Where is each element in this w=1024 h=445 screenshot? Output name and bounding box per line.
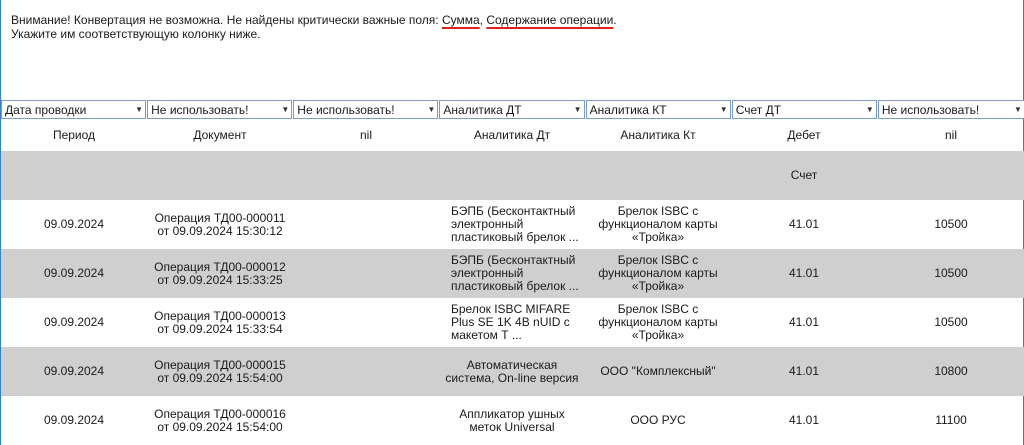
table-cell-debit: 41.01 bbox=[788, 413, 820, 427]
table-cell-document: Операция ТД00-000013 от 09.09.2024 15:33:54 bbox=[154, 308, 286, 336]
table-cell-nil: 11100 bbox=[935, 413, 967, 427]
table-cell-analytics-kt: Брелок ISBC с функционалом карты «Тройка» bbox=[598, 204, 718, 244]
table-cell-document: Операция ТД00-000011 от 09.09.2024 15:30:12 bbox=[154, 210, 286, 238]
column-mapping-bar bbox=[1, 100, 1024, 119]
chevron-down-icon: ▼ bbox=[1014, 105, 1022, 114]
table-cell-analytics-kt: ООО РУС bbox=[630, 413, 686, 427]
chevron-down-icon: ▼ bbox=[281, 105, 290, 114]
table-subheader-row bbox=[1, 151, 1024, 200]
mapping-select-4[interactable]: Аналитика ДТ ▼ bbox=[439, 100, 584, 119]
warning-line-2: Укажите им соответствующую колонку ниже. bbox=[11, 27, 261, 41]
chevron-down-icon: ▼ bbox=[427, 105, 436, 114]
column-header: Аналитика Кт bbox=[620, 128, 696, 142]
table-cell-document: Операция ТД00-000015 от 09.09.2024 15:54:00 bbox=[154, 357, 286, 385]
table-header-row bbox=[1, 120, 1024, 151]
table-cell-analytics-kt: ООО "Комплексный" bbox=[600, 364, 716, 378]
chevron-down-icon: ▼ bbox=[719, 105, 728, 114]
table-row[interactable] bbox=[1, 200, 1024, 249]
mapping-select-6[interactable]: Счет ДТ ▼ bbox=[732, 100, 877, 119]
table-cell-period: 09.09.2024 bbox=[43, 364, 105, 378]
mapping-select-5[interactable]: Аналитика КТ ▼ bbox=[586, 100, 731, 119]
table-cell-analytics-dt: Автоматическая система, On-line версия bbox=[445, 357, 579, 385]
table-cell: Счет bbox=[790, 168, 818, 182]
table-cell-analytics-dt: БЭПБ (Бесконтактный электронный пластиковый брелок ... bbox=[451, 204, 579, 244]
table-row[interactable] bbox=[1, 298, 1024, 347]
table-cell-debit: 41.01 bbox=[788, 266, 820, 280]
table-row[interactable] bbox=[1, 249, 1024, 298]
column-header: nil bbox=[359, 128, 372, 142]
column-header: Аналитика Дт bbox=[473, 128, 551, 142]
table-cell-analytics-kt: Брелок ISBC с функционалом карты «Тройка» bbox=[598, 253, 718, 293]
column-header: nil bbox=[944, 128, 957, 142]
table-cell-nil: 10500 bbox=[934, 217, 968, 231]
chevron-down-icon: ▼ bbox=[135, 105, 144, 114]
column-header: Дебет bbox=[787, 128, 821, 142]
table-cell-nil: 10500 bbox=[934, 315, 968, 329]
table-cell-period: 09.09.2024 bbox=[43, 315, 105, 329]
mapping-select-3[interactable]: Не использовать! ▼ bbox=[293, 100, 438, 119]
table-row[interactable] bbox=[1, 396, 1024, 445]
table-row[interactable] bbox=[1, 347, 1024, 396]
table-cell-analytics-kt: Брелок ISBC с функционалом карты «Тройка» bbox=[598, 302, 718, 342]
chevron-down-icon: ▼ bbox=[865, 105, 874, 114]
mapping-select-1[interactable]: Дата проводки ▼ bbox=[1, 100, 146, 119]
preview-table bbox=[1, 120, 1024, 445]
table-cell-analytics-dt: БЭПБ (Бесконтактный электронный пластиковый брелок ... bbox=[451, 253, 579, 293]
mapping-select-7[interactable]: Не использовать! ▼ bbox=[878, 100, 1024, 119]
table-cell-analytics-dt: Брелок ISBC MIFARE Plus SE 1K 4B nUID с макетом Т ... bbox=[451, 302, 571, 342]
table-cell-analytics-dt: Аппликатор ушных меток Universal bbox=[459, 406, 565, 434]
missing-field-operation-content: Содержание операции bbox=[486, 13, 614, 27]
warning-line-1: Внимание! Конвертация не возможна. Не найдены критически важные поля: Сумма, Содержание операции. bbox=[11, 13, 617, 27]
table-cell-period: 09.09.2024 bbox=[43, 217, 105, 231]
column-header: Документ bbox=[193, 128, 247, 142]
table-cell-period: 09.09.2024 bbox=[43, 413, 105, 427]
table-cell-period: 09.09.2024 bbox=[43, 266, 105, 280]
table-cell-document: Операция ТД00-000016 от 09.09.2024 15:54:00 bbox=[154, 406, 286, 434]
table-cell-debit: 41.01 bbox=[788, 364, 820, 378]
chevron-down-icon: ▼ bbox=[573, 105, 582, 114]
conversion-warning bbox=[11, 13, 617, 41]
table-cell-debit: 41.01 bbox=[788, 217, 820, 231]
table-cell-nil: 10500 bbox=[934, 266, 968, 280]
table-cell-debit: 41.01 bbox=[788, 315, 820, 329]
table-cell-nil: 10800 bbox=[934, 364, 968, 378]
missing-field-amount: Сумма bbox=[441, 13, 480, 27]
column-header: Период bbox=[52, 128, 96, 142]
table-cell-document: Операция ТД00-000012 от 09.09.2024 15:33:25 bbox=[154, 259, 286, 287]
mapping-select-2[interactable]: Не использовать! ▼ bbox=[147, 100, 292, 119]
